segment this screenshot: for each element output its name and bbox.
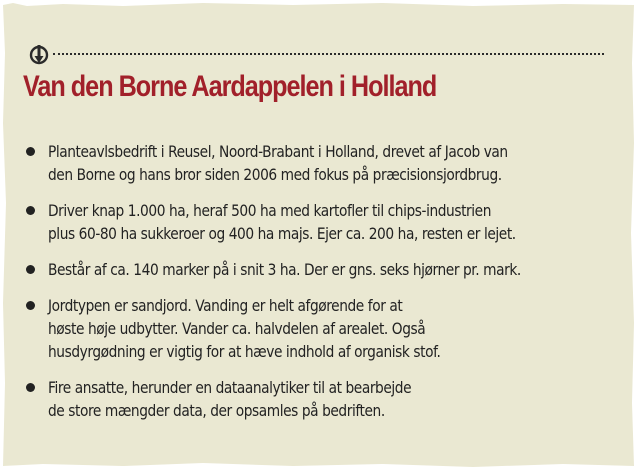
fact-item (24, 258, 614, 281)
bullet-icon (26, 383, 35, 392)
bullet-icon (26, 206, 35, 215)
fact-line: plus 60-80 ha sukkeroer og 400 ha majs. Ejer ca. 200 ha, resten er lejet. (48, 224, 516, 243)
fact-line: Jordtypen er sandjord. Vanding er helt afgørende for at (48, 296, 403, 315)
bullet-icon (26, 301, 35, 310)
fact-line: Planteavlsbedrift i Reusel, Noord-Brabant i Holland, drevet af Jacob van (48, 142, 508, 161)
fact-line: Består af ca. 140 marker på i snit 3 ha. Der er gns. seks hjørner pr. mark. (48, 260, 521, 279)
fact-item (24, 199, 614, 245)
fact-item (24, 294, 614, 363)
fact-line: den Borne og hans bror siden 2006 med fokus på præcisionsjordbrug. (48, 165, 502, 184)
box-title: Van den Borne Aardappelen i Holland (23, 70, 437, 103)
fact-line: Fire ansatte, herunder en dataanalytiker til at bearbejde (48, 378, 412, 397)
bullet-icon (26, 265, 35, 274)
bullet-icon (26, 147, 35, 156)
circled-arrow-down-icon (29, 43, 49, 67)
fact-line: Driver knap 1.000 ha, heraf 500 ha med kartofler til chips-industrien (48, 201, 491, 220)
fact-line: husdyrgødning er vigtig for at hæve indhold af organisk stof. (48, 342, 441, 361)
fact-line: de store mængder data, der opsamles på bedriften. (48, 401, 385, 420)
fact-item (24, 376, 614, 422)
fact-list (24, 140, 614, 435)
fact-item (24, 140, 614, 186)
header-dotted-rule (53, 53, 604, 55)
fact-line: høste høje udbytter. Vander ca. halvdelen af arealet. Også (48, 319, 426, 338)
